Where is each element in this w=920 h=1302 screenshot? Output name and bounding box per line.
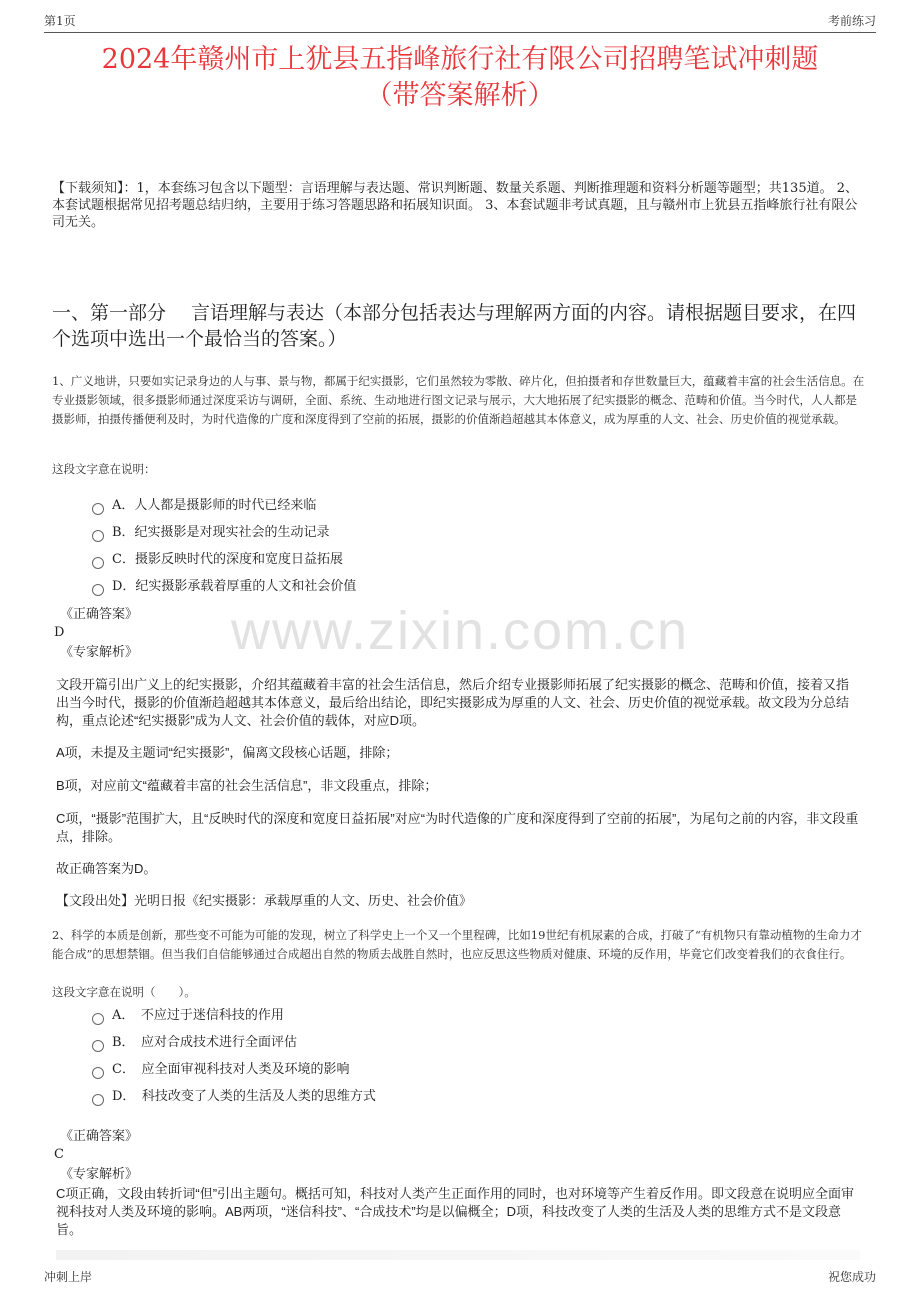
section-heading: 一、第一部分 言语理解与表达（本部分包括表达与理解两方面的内容。请根据题目要求，在四个选项中选出一个最恰当的答案。） (52, 302, 857, 350)
question-1-prompt: 这段文字意在说明： (52, 462, 156, 476)
q1-analysis-c: C项，“摄影”范围扩大，且“反映时代的深度和宽度日益拓展”对应“为时代造像的广度和深度得到了空前的拓展”，为尾句之前的内容，非文段重点，排除。 (56, 811, 859, 844)
q1-option-c-text: C．摄影反映时代的深度和宽度日益拓展 (112, 552, 343, 567)
q1-option-a[interactable] (92, 496, 316, 516)
radio-icon[interactable] (92, 1040, 104, 1052)
title-line-2: （带答案解析） (365, 80, 555, 111)
page-header (44, 8, 876, 33)
radio-icon[interactable] (92, 1067, 104, 1079)
radio-icon[interactable] (92, 1013, 104, 1025)
q2-option-c[interactable] (92, 1060, 349, 1080)
document-title (40, 42, 880, 114)
q2-analysis-label: 《专家解析》 (60, 1167, 139, 1182)
q1-option-b-text: B．纪实摄影是对现实社会的生动记录 (112, 525, 330, 540)
radio-icon[interactable] (92, 503, 104, 515)
q1-answer-label: 《正确答案》 (60, 607, 139, 622)
q2-answer-label: 《正确答案》 (60, 1129, 139, 1144)
footer-right: 祝您成功 (827, 1270, 876, 1284)
q1-option-d[interactable] (92, 577, 356, 597)
faded-text-line (56, 1250, 860, 1260)
q1-analysis-b: B项，对应前文“蕴藏着丰富的社会生活信息”，非文段重点，排除； (56, 778, 438, 793)
q2-option-b[interactable] (92, 1033, 297, 1053)
q1-answer: D (54, 625, 65, 640)
page-number: 第1页 (44, 14, 76, 28)
radio-icon[interactable] (92, 530, 104, 542)
q2-option-c-text: C． 应全面审视科技对人类及环境的影响 (112, 1062, 350, 1077)
q2-option-d[interactable] (92, 1087, 376, 1107)
q1-option-d-text: D．纪实摄影承载着厚重的人文和社会价值 (112, 579, 357, 594)
q2-answer: C (54, 1147, 64, 1162)
q2-option-a[interactable] (92, 1006, 284, 1026)
question-2-stem: 2、科学的本质是创新，那些变不可能为可能的发现，树立了科学史上一个又一个里程碑，比如19世纪有机尿素的合成，打破了“有机物只有靠动植物的生命力才能合成”的思想禁锢。但当我们自信能够通过合成超出自然的物质去战胜自然时，也应反思这些物质对健康、环境的反作用，毕竟它们改变着我们的衣食住行。 (52, 928, 862, 961)
watermark: www.zixin.com.cn (230, 601, 690, 661)
q2-analysis: C项正确，文段由转折词“但”引出主题句。概括可知，科技对人类产生正面作用的同时，也对环境等产生着反作用。即文段意在说明应全面审视科技对人类及环境的影响。AB两项，“迷信科技”、“合成技术”均是以偏概全；D项，科技改变了人类的生活及人类的思维方式不是文段意旨。 (56, 1186, 855, 1237)
q1-analysis-label: 《专家解析》 (60, 645, 139, 660)
q1-option-a-text: A．人人都是摄影师的时代已经来临 (112, 498, 317, 513)
header-tag: 考前练习 (827, 14, 876, 28)
q2-option-b-text: B． 应对合成技术进行全面评估 (112, 1035, 298, 1050)
q1-source: 【文段出处】光明日报《纪实摄影：承载厚重的人文、历史、社会价值》 (56, 893, 473, 908)
q2-option-a-text: A． 不应过于迷信科技的作用 (112, 1008, 284, 1023)
radio-icon[interactable] (92, 557, 104, 569)
download-notice: 【下载须知】：1，本套练习包含以下题型：言语理解与表达题、常识判断题、数量关系题、判断推理题和资料分析题等题型；共135道。 2、本套试题根据常见招考题总结归纳，主要用于练习答题思路和拓展知识面。 3、本套试题非考试真题，且与赣州市上犹县五指峰旅行社有限公司无关。 (52, 181, 858, 230)
q1-analysis-conclusion: 故正确答案为D。 (56, 861, 157, 876)
title-line-1: 2024年赣州市上犹县五指峰旅行社有限公司招聘笔试冲刺题 (101, 44, 819, 75)
radio-icon[interactable] (92, 1094, 104, 1106)
question-2-prompt: 这段文字意在说明（ ）。 (52, 985, 196, 999)
footer-left: 冲刺上岸 (44, 1270, 93, 1284)
q1-option-c[interactable] (92, 550, 343, 570)
radio-icon[interactable] (92, 584, 104, 596)
q1-analysis-a: A项，未提及主题词“纪实摄影”，偏离文段核心话题，排除； (56, 745, 399, 760)
q1-analysis-main: 文段开篇引出广义上的纪实摄影，介绍其蕴藏着丰富的社会生活信息，然后介绍专业摄影师拓展了纪实摄影的概念、范畴和价值，接着又指出当今时代，摄影的价值渐趋超越其本体意义，最后给出结论，即纪实摄影成为厚重的人文、社会、历史价值的视觉承载。故文段为分总结构，重点论述“纪实摄影”成为人文、社会价值的载体，对应D项。 (56, 677, 850, 728)
question-1-stem: 1、广义地讲，只要如实记录身边的人与事、景与物，都属于纪实摄影，它们虽然较为零散、碎片化，但拍摄者和存世数量巨大，蕴藏着丰富的社会生活信息。在专业摄影领域，很多摄影师通过深度采访与调研，全面、系统、生动地进行图文记录与展示，大大地拓展了纪实摄影的概念、范畴和价值。当今时代，人人都是摄影师，拍摄传播便利及时，为时代造像的广度和深度得到了空前的拓展，摄影的价值渐趋超越其本体意义，成为厚重的人文、社会、历史价值的视觉承载。 (52, 374, 865, 426)
q2-option-d-text: D． 科技改变了人类的生活及人类的思维方式 (112, 1089, 376, 1104)
q1-option-b[interactable] (92, 523, 330, 543)
